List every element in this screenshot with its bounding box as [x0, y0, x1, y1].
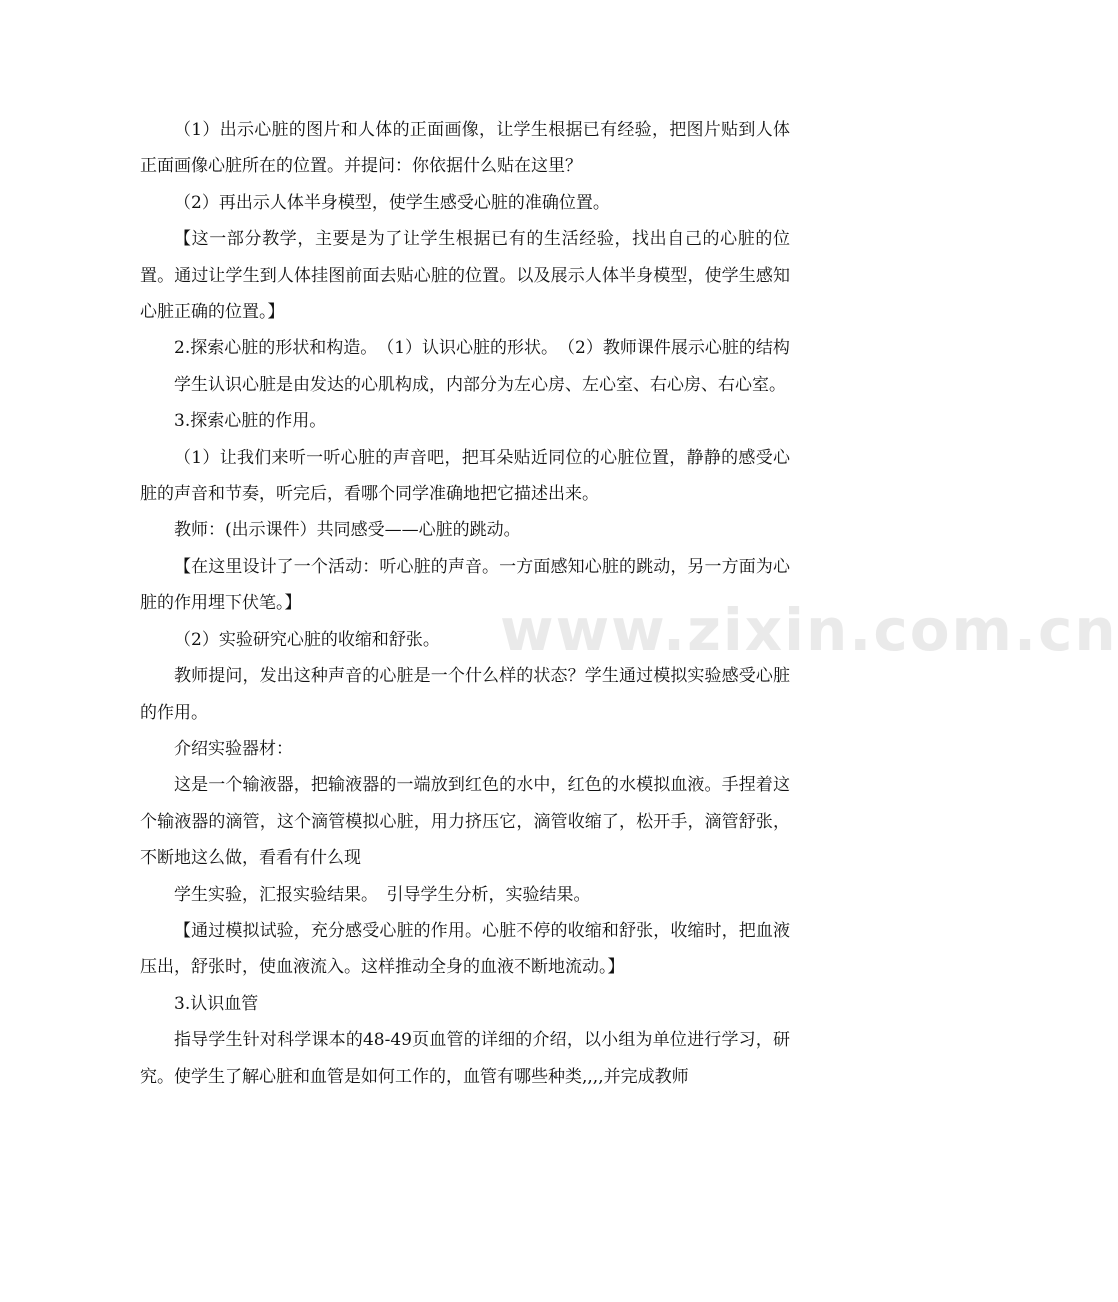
paragraph-7: （1）让我们来听一听心脏的声音吧，把耳朵贴近同位的心脏位置，静静的感受心脏的声音和节奏，听完后，看哪个同学准确地把它描述出来。	[140, 447, 790, 505]
paragraph-2: （2）再出示人体半身模型，使学生感受心脏的准确位置。	[174, 192, 610, 213]
paragraph-16: 3.认识血管	[174, 993, 259, 1014]
paragraph-15: 【通过模拟试验，充分感受心脏的作用。心脏不停的收缩和舒张，收缩时，把血液压出，舒张时，使血液流入。这样推动全身的血液不断地流动。】	[140, 920, 790, 978]
paragraph-6: 3.探索心脏的作用。	[174, 411, 327, 432]
paragraph-13: 这是一个输液器，把输液器的一端放到红色的水中，红色的水模拟血液。手捏着这个输液器的滴管，这个滴管模拟心脏，用力挤压它，滴管收缩了，松开手，滴管舒张，不断地这么做，看看有什么现	[140, 775, 790, 869]
watermark: www.zixin.com.cn	[500, 596, 1118, 664]
paragraph-17: 指导学生针对科学课本的48-49页血管的详细的介绍，以小组为单位进行学习，研究。使学生了解心脏和血管是如何工作的，血管有哪些种类,,,,并完成教师	[140, 1030, 790, 1087]
paragraph-10: （2）实验研究心脏的收缩和舒张。	[174, 629, 440, 650]
paragraph-14: 学生实验，汇报实验结果。 引导学生分析，实验结果。	[174, 884, 591, 905]
paragraph-11: 教师提问，发出这种声音的心脏是一个什么样的状态？学生通过模拟实验感受心脏的作用。	[140, 666, 790, 723]
paragraph-12: 介绍实验器材：	[174, 738, 293, 759]
paragraph-5: 学生认识心脏是由发达的心肌构成，内部分为左心房、左心室、右心房、右心室。	[174, 374, 786, 395]
paragraph-4: 2.探索心脏的形状和构造。 （1）认识心脏的形状。 （2）教师课件展示心脏的结构	[174, 338, 790, 359]
paragraph-9: 【在这里设计了一个活动：听心脏的声音。一方面感知心脏的跳动，另一方面为心脏的作用埋下伏笔。】	[140, 556, 790, 614]
document-body	[140, 112, 790, 1095]
paragraph-3: 【这一部分教学，主要是为了让学生根据已有的生活经验，找出自己的心脏的位置。通过让学生到人体挂图前面去贴心脏的位置。以及展示人体半身模型，使学生感知心脏正确的位置。】	[140, 229, 790, 323]
paragraph-8: 教师：(出示课件）共同感受——心脏的跳动。	[174, 520, 521, 541]
paragraph-1: （1）出示心脏的图片和人体的正面画像，让学生根据已有经验，把图片贴到人体正面画像心脏所在的位置。并提问：你依据什么贴在这里？	[140, 120, 790, 177]
